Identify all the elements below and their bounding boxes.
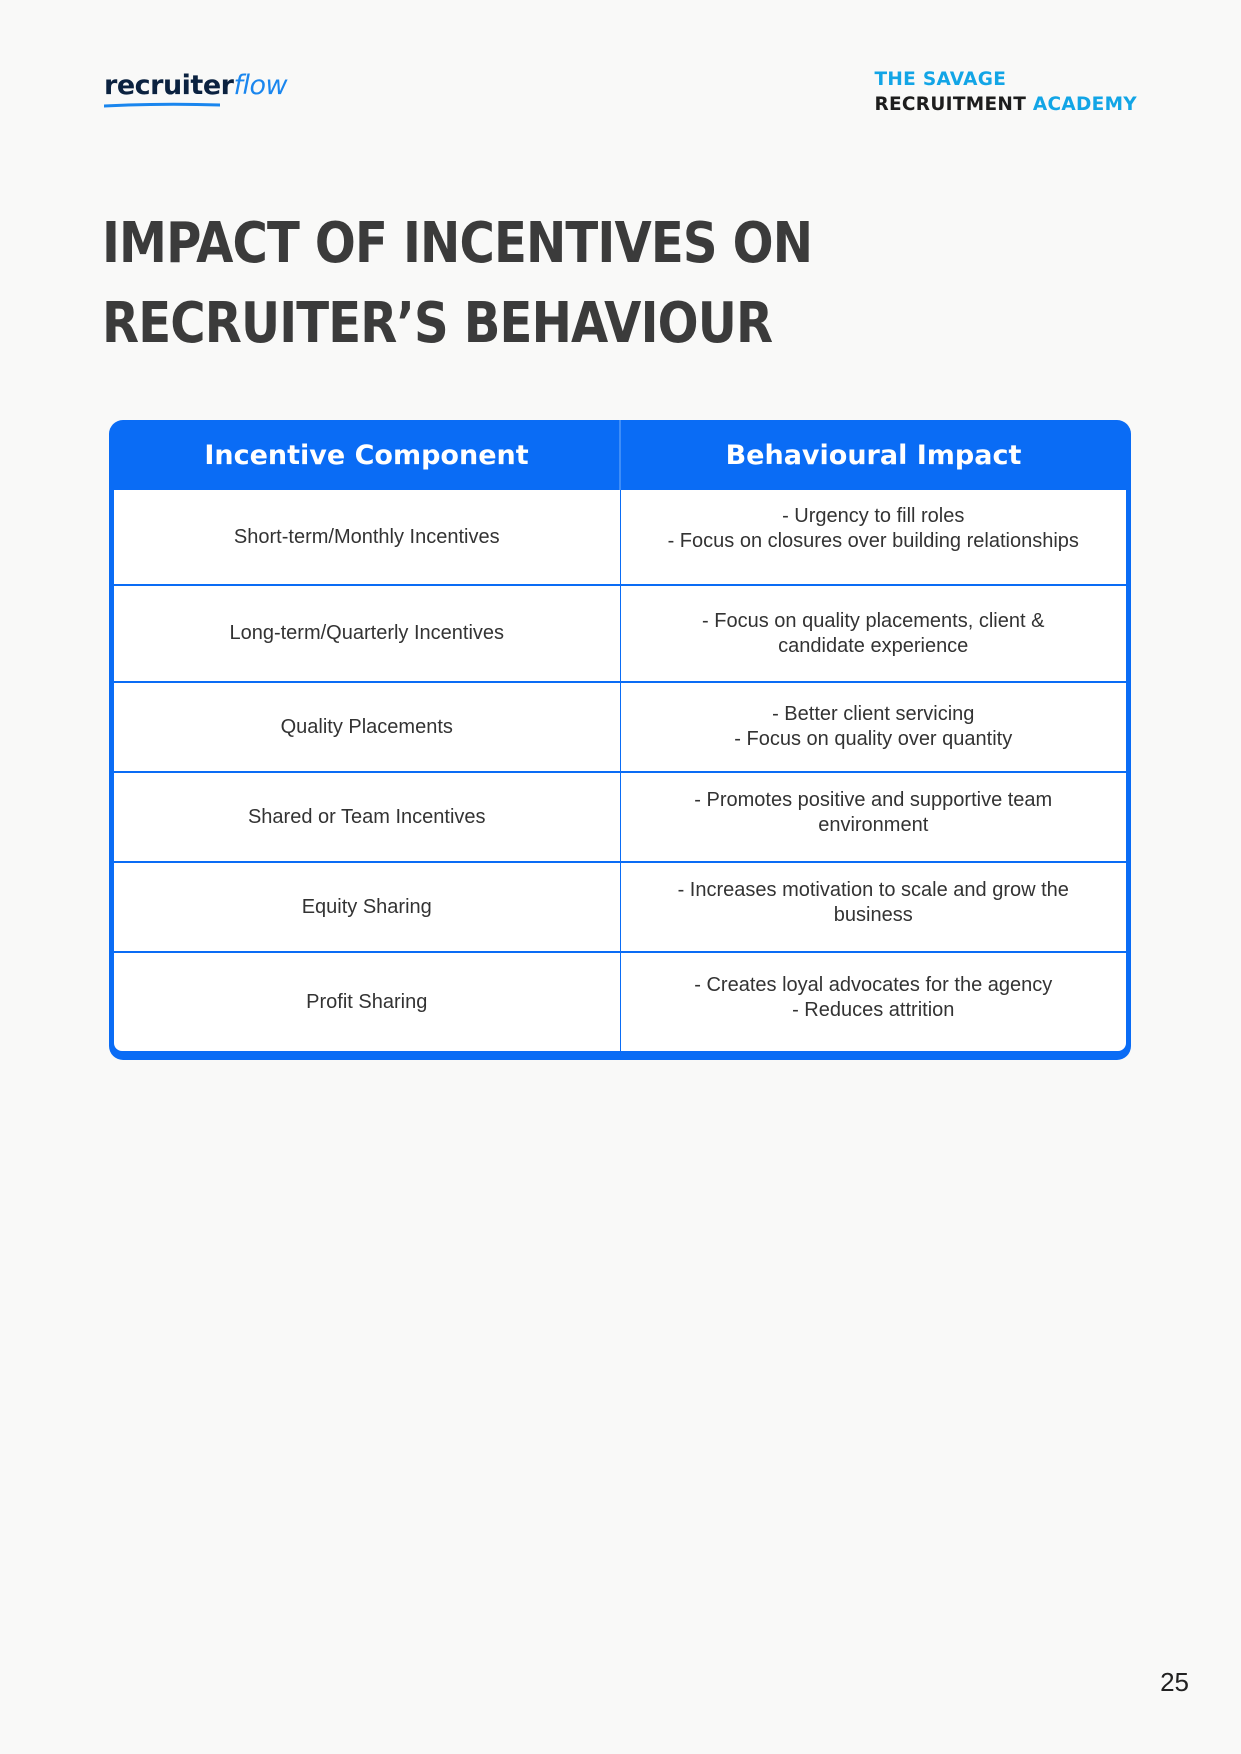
header-behavioural-impact: Behavioural Impact: [619, 420, 1126, 490]
component-cell: Shared or Team Incentives: [247, 805, 486, 828]
component-cell: Profit Sharing: [306, 990, 428, 1013]
table-row: [114, 490, 1126, 584]
impact-line: - Better client servicing: [772, 703, 975, 725]
component-cell: Long-term/Quarterly Incentives: [229, 622, 505, 644]
component-cell: Short-term/Monthly Incentives: [233, 525, 500, 548]
logo-swoosh-icon: [104, 102, 220, 108]
impact-cell: [620, 773, 1127, 861]
impact-cell: [620, 953, 1127, 1051]
logo-text-flow: flow: [233, 70, 288, 101]
academy-line-1: THE SAVAGE: [874, 69, 1007, 90]
impact-line: - Urgency to fill roles: [782, 505, 965, 527]
page-title: [102, 204, 812, 364]
table-row: [114, 771, 1126, 861]
table-row: [114, 584, 1126, 681]
table-body: [114, 490, 1126, 1051]
impact-line: - Reduces attrition: [792, 999, 955, 1021]
page-number: 25: [1160, 1667, 1189, 1697]
impact-line: - Increases motivation to scale and grow the: [677, 879, 1069, 901]
impact-line: - Focus on quality over quantity: [734, 728, 1013, 750]
component-cell: Quality Placements: [280, 715, 453, 738]
impact-line: candidate experience: [778, 634, 969, 657]
impact-cell: [620, 863, 1127, 951]
logo-text-recruiter: recruiter: [104, 70, 234, 101]
impact-line: - Promotes positive and supportive team: [694, 789, 1053, 811]
impact-cell: [620, 586, 1127, 681]
table-row: [114, 861, 1126, 951]
incentives-table: [109, 420, 1131, 1060]
header-incentive-component: Incentive Component: [204, 439, 529, 471]
impact-line: - Creates loyal advocates for the agency: [694, 974, 1053, 996]
impact-cell: [620, 490, 1127, 584]
academy-branding: [874, 67, 1137, 117]
impact-cell: [620, 683, 1127, 771]
table-row: [114, 951, 1126, 1051]
recruiterflow-logo: [104, 66, 288, 110]
impact-line: environment: [818, 814, 929, 836]
page-title-line-2: RECRUITER’S BEHAVIOUR: [102, 291, 773, 356]
table-row: [114, 681, 1126, 771]
impact-line: business: [833, 904, 913, 926]
page-title-line-1: IMPACT OF INCENTIVES ON: [102, 211, 813, 276]
impact-line: - Focus on closures over building relationships: [667, 530, 1079, 552]
academy-word-academy: ACADEMY: [1032, 94, 1137, 115]
table-header: [114, 420, 1126, 490]
component-cell: Equity Sharing: [301, 895, 432, 918]
academy-word-recruitment: RECRUITMENT: [874, 94, 1027, 115]
impact-line: - Focus on quality placements, client &: [702, 609, 1045, 632]
